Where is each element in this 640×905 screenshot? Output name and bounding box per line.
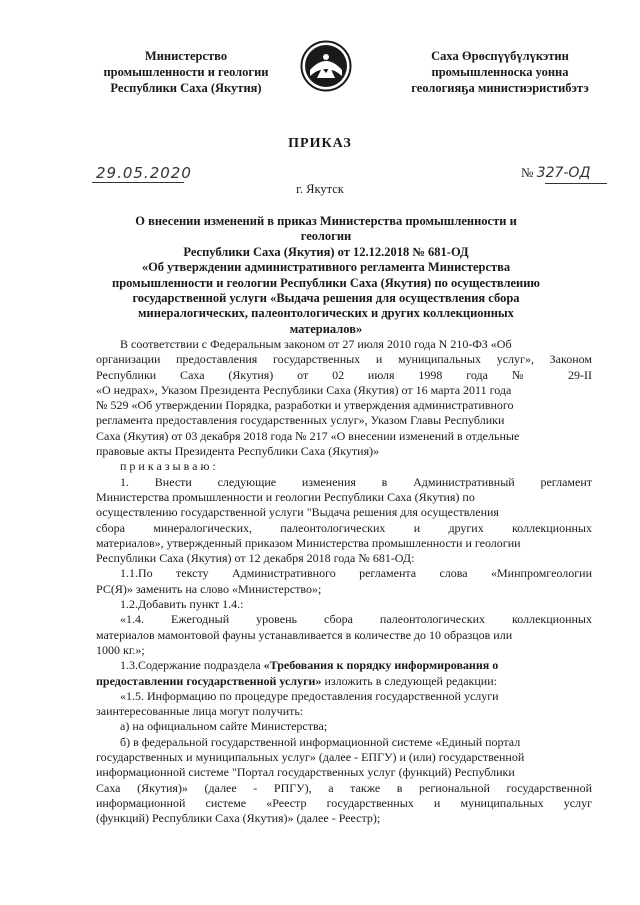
body-line: сбора минералогических, палеонтологических и других коллекционных [96, 520, 592, 535]
body-line: Саха (Якутия) от 03 декабря 2018 года № 217 «О внесении изменений в отдельные [96, 428, 520, 443]
title-line: О внесении изменений в приказ Министерства промышленности и геологии [135, 214, 517, 244]
body-line: Министерства промышленности и геологии Республики Саха (Якутия) по [96, 489, 475, 504]
order-directive: приказываю: [120, 459, 219, 474]
body-line: 1. Внести следующие изменения в Административный регламент [120, 474, 592, 489]
body-line: информационной системе «Реестр государственных и муниципальных услуг [96, 795, 592, 810]
body-line: осуществлению государственной услуги "Выдача решения для осуществления [96, 505, 499, 520]
coat-of-arms-icon [300, 40, 352, 92]
body-line-part: изложить в следующей редакции: [321, 673, 497, 688]
ministry-name-yakut [400, 48, 600, 96]
body-line-part: 1.3.Содержание подраздела [120, 658, 264, 673]
body-line: «1.4. Ежегодный уровень сбора палеонтологических коллекционных [120, 612, 592, 627]
title-line: материалов» [289, 321, 363, 336]
body-line: Саха (Якутия)» (далее - РПГУ), а также в региональной государственной [96, 780, 592, 795]
header-right-line: Саха Өрөспүүбүлүкэтин [431, 49, 569, 63]
body-line: заинтересованные лица могут получить: [96, 704, 304, 719]
header-left-line: Министерство [144, 49, 228, 63]
body-line: а) на официальном сайте Министерства; [120, 719, 328, 734]
document-number [521, 165, 590, 181]
body-line: организации предоставления государственных и муниципальных услуг», Законом [96, 352, 592, 367]
title-line: «Об утверждении административного регламента Министерства [141, 260, 511, 275]
body-line: РС(Я)» заменить на слово «Министерство»; [96, 581, 322, 596]
body-line: 1.1.По тексту Административного регламента слова «Минпромгеологии [120, 566, 592, 581]
document-type: ПРИКАЗ [288, 136, 352, 151]
body-line: В соответствии с Федеральным законом от 27 июля 2010 года N 210-ФЗ «Об [120, 337, 512, 351]
body-line: «1.5. Информацию по процедуре предоставления государственной услуги [120, 688, 499, 703]
body-line: 1000 кг.»; [96, 642, 145, 657]
body-line: «О недрах», Указом Президента Республики Саха (Якутия) от 16 марта 2011 года [96, 382, 512, 397]
document-date: 29.05.2020 [96, 164, 192, 182]
body-line: (функций) Республики Саха (Якутия)» (далее - Реестр); [96, 811, 381, 826]
body-line [96, 674, 592, 689]
subsection-name: «Требования к порядку информирования о [263, 658, 499, 673]
body-line: Республики Саха (Якутия) от 12 декабря 2018 года № 681-ОД: [96, 551, 415, 566]
number-prefix: № [521, 165, 534, 180]
order-title [110, 214, 542, 337]
header-left-line: Республики Саха (Якутия) [110, 81, 262, 95]
body-line: № 529 «Об утверждении Порядка, разработки и утверждения административного [96, 398, 514, 413]
title-line: Республики Саха (Якутия) от 12.12.2018 № 681-ОД [183, 244, 469, 259]
header-right-line: геологияҕа министиэристибэтэ [411, 81, 589, 95]
ministry-name-russian [86, 48, 286, 96]
title-line: минералогических, палеонтологических и других коллекционных [138, 306, 514, 321]
header-left-line: промышленности и геологии [103, 65, 269, 79]
title-line: государственной услуги «Выдача решения для осуществления сбора [132, 291, 520, 306]
subsection-name-cont: предоставлении государственной услуги» [96, 673, 322, 688]
body-line: материалов мамонтовой фауны устанавливается в количестве до 10 образцов или [96, 627, 513, 642]
body-line: правовые акты Президента Республики Саха (Якутия)» [96, 444, 380, 459]
document-city: г. Якутск [296, 182, 344, 196]
body-line: регламента предоставления государственных услуг», Указом Главы Республики [96, 413, 505, 428]
body-line: 1.2.Добавить пункт 1.4.: [120, 597, 244, 612]
body-line [120, 658, 592, 673]
body-line: материалов», утвержденный приказом Министерства промышленности и геологии [96, 535, 521, 550]
body-line: Республики Саха (Якутия) от 02 июля 1998 года № 29-II [96, 367, 592, 382]
title-line: промышленности и геологии Республики Саха (Якутия) по осуществлению [112, 275, 540, 290]
order-body [96, 337, 592, 827]
body-line: б) в федеральной государственной информационной системе «Единый портал [120, 734, 521, 749]
number-value: 327-ОД [536, 165, 591, 181]
body-line: информационной системе "Портал государственных услуг (функций) Республики [96, 765, 515, 780]
body-line: государственных и муниципальных услуг» (далее - ЕПГУ) и (или) государственной [96, 750, 525, 765]
header-right-line: промышленноска уонна [431, 65, 569, 79]
